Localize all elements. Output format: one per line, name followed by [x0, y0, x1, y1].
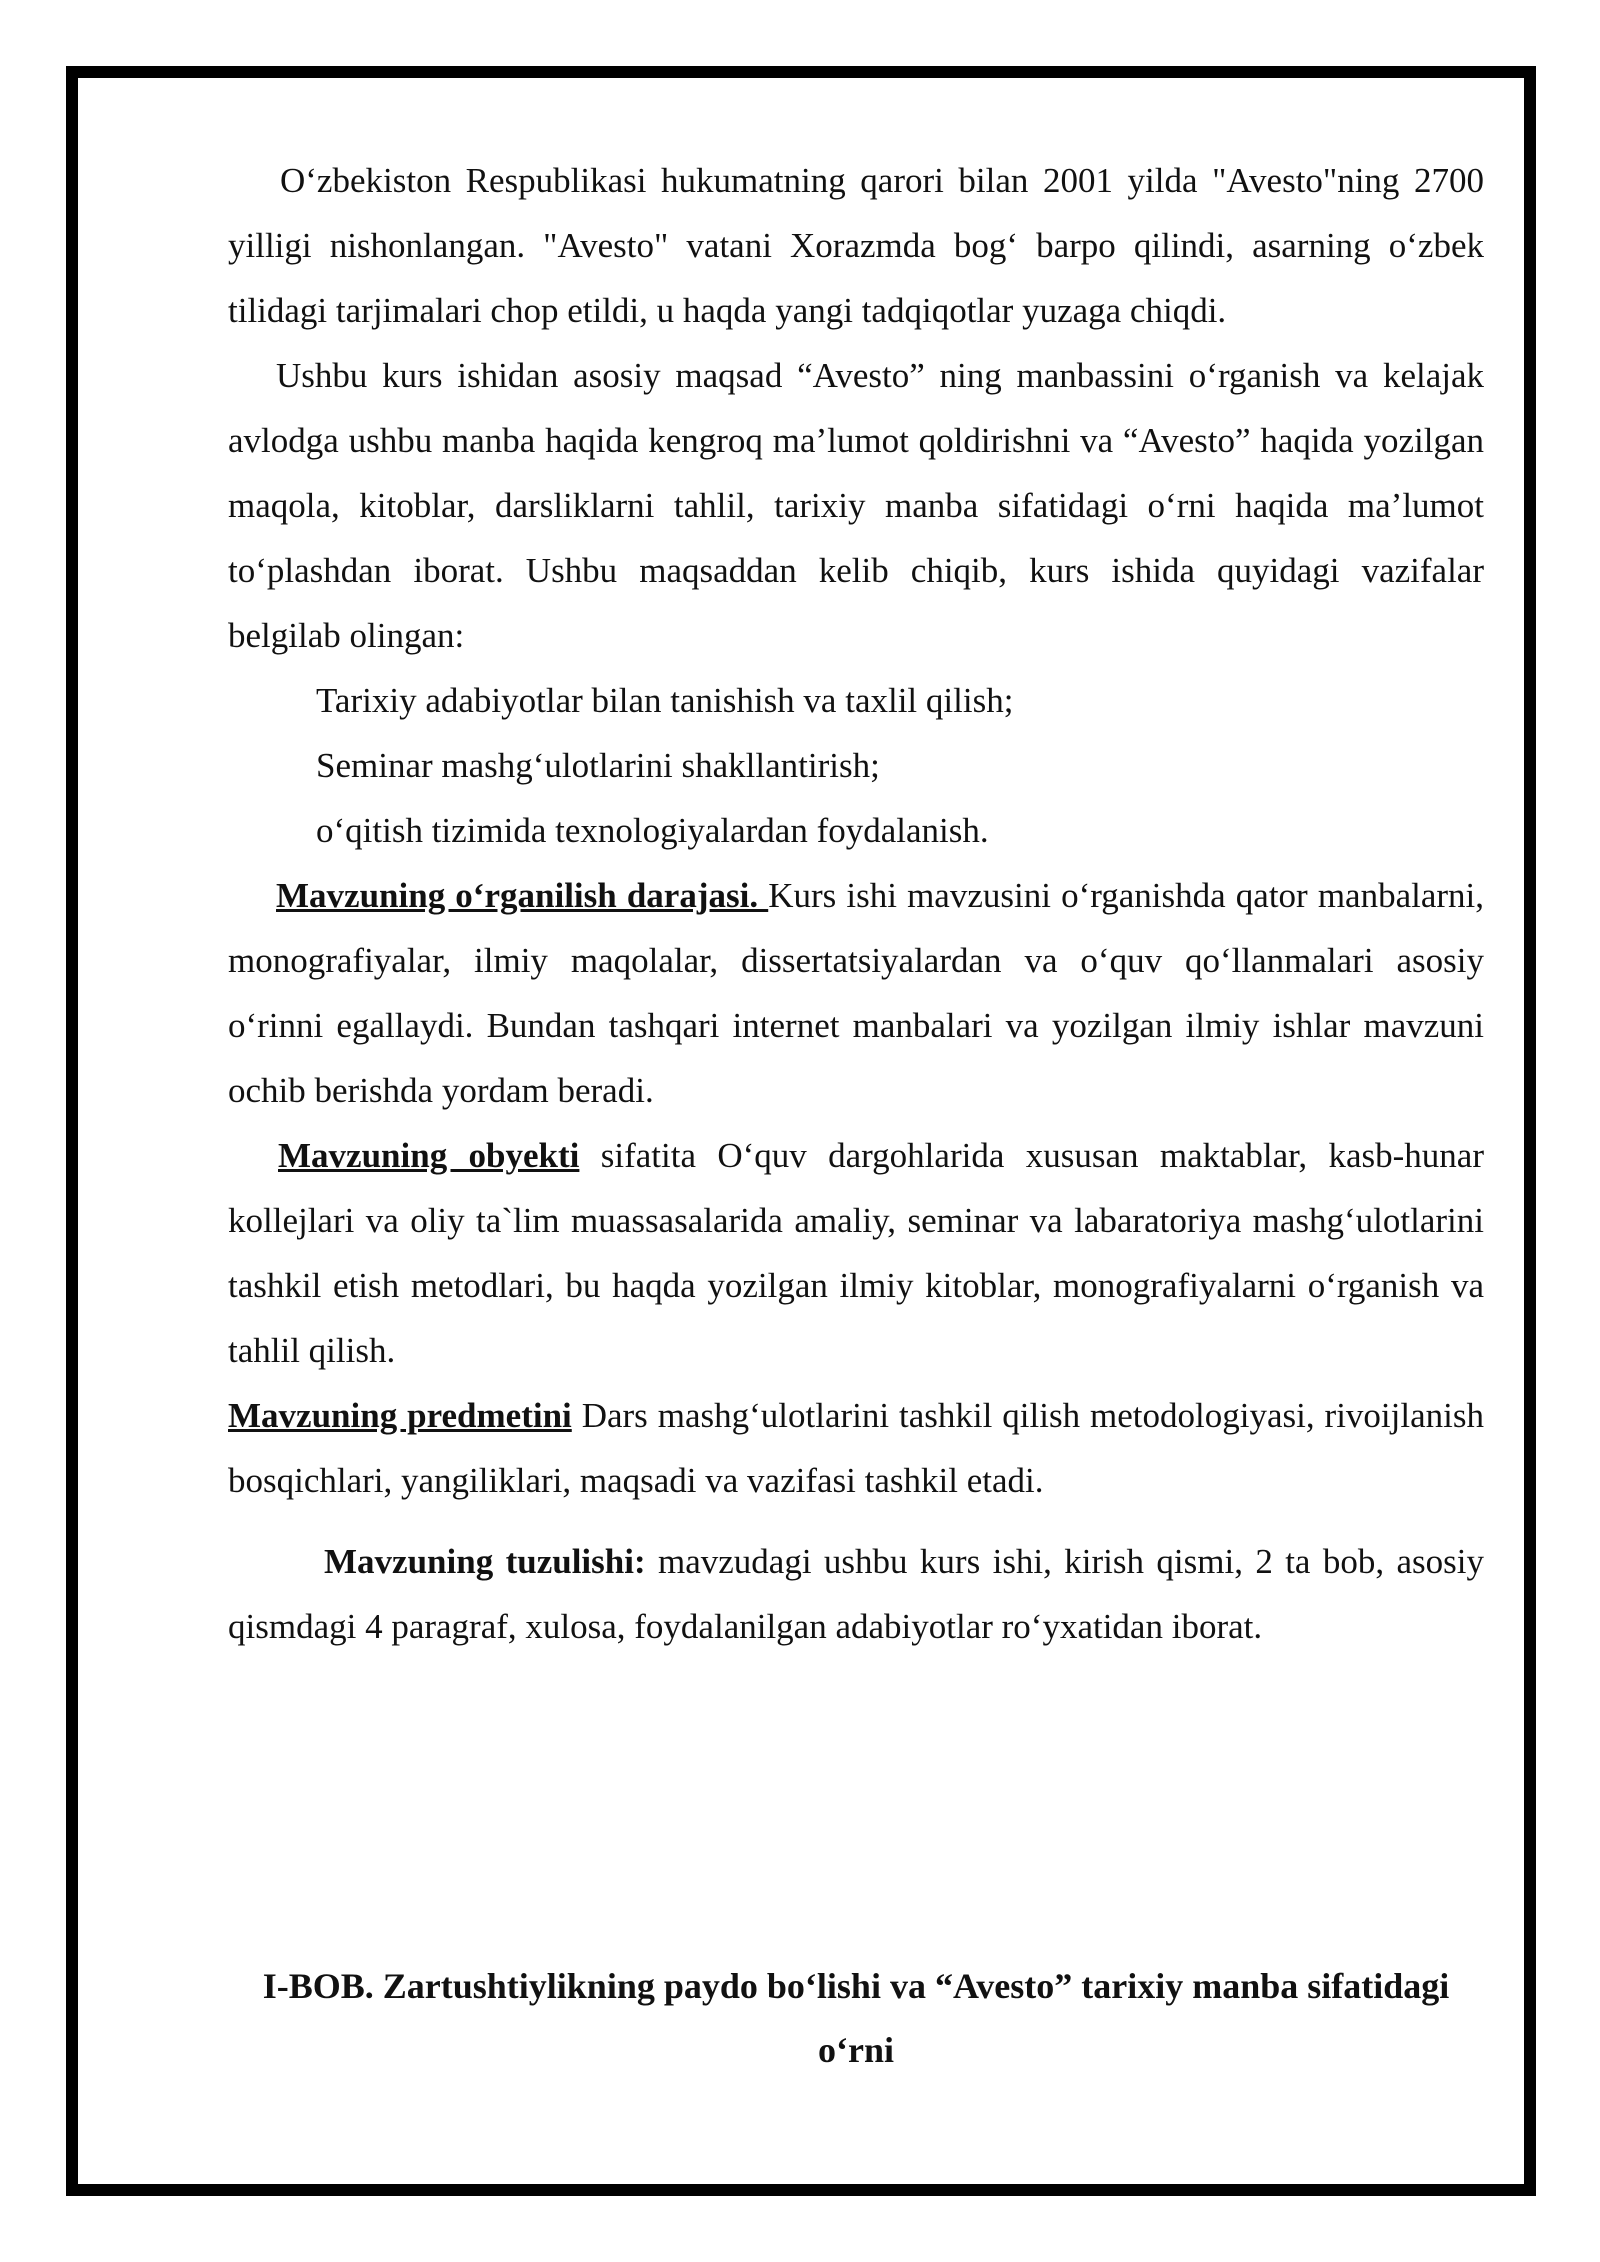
structure-paragraph [228, 1529, 1484, 1659]
chapter-title: I-BOB. Zartushtiylikning paydo bo‘lishi va “Avesto” tarixiy manba sifatidagi o‘rni [262, 1966, 1450, 2070]
study-level-text: Kurs ishi mavzusini o‘rganishda qator manbalarni, monografiyalar, ilmiy maqolalar, dissertatsiyalardan va o‘quv qo‘llanmalari asosiy o‘rinni egallaydi. Bundan tashqari internet manbalari va yozilgan ilmiy ishlar mavzuni ochib berishda yordam beradi. [228, 876, 1484, 1110]
purpose-paragraph: Ushbu kurs ishidan asosiy maqsad “Avesto” ning manbassini o‘rganish va kelajak avlodga ushbu manba haqida kengroq ma’lumot qoldirishni va “Avesto” haqida yozilgan maqola, kitoblar, darsliklarni tahlil, tarixiy manba sifatidagi o‘rni haqida ma’lumot to‘plashdan iborat. Ushbu maqsaddan kelib chiqib, kurs ishida quyidagi vazifalar belgilab olingan: [228, 356, 1484, 655]
object-heading: Mavzuning obyekti [278, 1136, 580, 1175]
structure-heading: Mavzuning tuzulishi: [324, 1542, 646, 1581]
object-text: sifatita O‘quv dargohlarida xususan maktablar, kasb-hunar kollejlari va oliy ta`lim muassasalarida amaliy, seminar va labaratoriya mashg‘ulotlarini tashkil etish metodlari, bu haqda yozilgan ilmiy kitoblar, monografiyalarni o‘rganish va tahlil qilish. [228, 1136, 1484, 1370]
object-paragraph [228, 1123, 1484, 1383]
document-body [228, 148, 1484, 1659]
study-level-heading: Mavzuning o‘rganilish darajasi. [276, 876, 769, 915]
subject-heading: Mavzuning predmetini [228, 1396, 572, 1435]
subject-paragraph [228, 1383, 1484, 1513]
task-item: Seminar mashg‘ulotlarini shakllantirish; [316, 746, 880, 785]
task-item: o‘qitish tizimida texnologiyalardan foydalanish. [316, 811, 989, 850]
task-item: Tarixiy adabiyotlar bilan tanishish va taxlil qilish; [316, 681, 1014, 720]
intro-paragraph: O‘zbekiston Respublikasi hukumatning qarori bilan 2001 yilda "Avesto"ning 2700 yilligi nishonlangan. "Avesto" vatani Xorazmda bog‘ barpo qilindi, asarning o‘zbek tilidagi tarjimalari chop etildi, u haqda yangi tadqiqotlar yuzaga chiqdi. [228, 161, 1484, 330]
subject-text: Dars mashg‘ulotlarini tashkil qilish metodologiyasi, rivoijlanish bosqichlari, yangiliklari, maqsadi va vazifasi tashkil etadi. [228, 1396, 1484, 1500]
study-level-paragraph [228, 863, 1484, 1123]
structure-text: mavzudagi ushbu kurs ishi, kirish qismi, 2 ta bob, asosiy qismdagi 4 paragraf, xulosa, foydalanilgan adabiyotlar ro‘yxatidan iborat. [228, 1542, 1484, 1646]
